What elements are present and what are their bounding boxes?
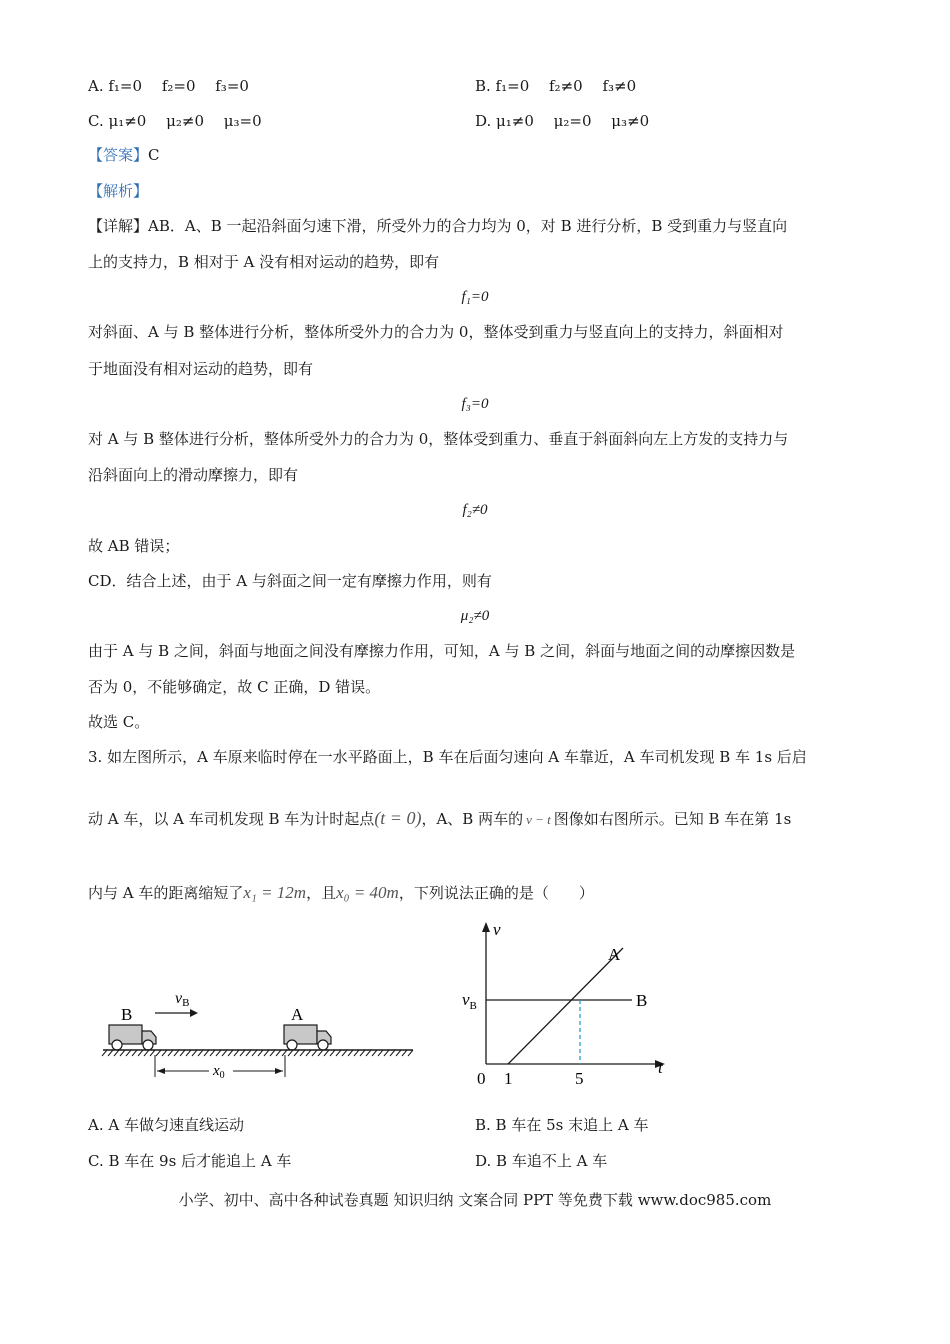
car-a-icon [284, 1025, 331, 1050]
q3-option-c: C. B 车在 9s 后才能追上 A 车 [88, 1152, 292, 1170]
detail-line-4: 于地面没有相对运动的趋势，即有 [88, 360, 314, 378]
line-a-label: A [608, 945, 621, 964]
q3-option-d: D. B 车追不上 A 车 [475, 1152, 608, 1170]
q3-line-3a: 内与 A 车的距离缩短了 [88, 884, 244, 902]
hatch-mark [396, 1050, 401, 1056]
car-b-icon [109, 1025, 156, 1050]
hatch-mark [384, 1050, 389, 1056]
equation-f3: f₃=0 [461, 396, 489, 412]
hatch-mark [294, 1050, 299, 1056]
detail-line-10: 否为 0，不能够确定，故 C 正确，D 错误。 [88, 678, 381, 696]
hatch-mark [246, 1050, 251, 1056]
hatch-mark [102, 1050, 107, 1056]
q3-line-2a: 动 A 车，以 A 车司机发现 B 车为计时起点 [88, 810, 375, 828]
q3-math-x1: x₁ = 12m [243, 883, 307, 902]
hatch-mark [252, 1050, 257, 1056]
analysis-tag-text: 【解析】 [88, 182, 149, 200]
answer-line [88, 145, 160, 165]
hatch-mark [144, 1050, 149, 1056]
hatch-mark [276, 1050, 281, 1056]
detail-tag: 【详解】 [88, 217, 149, 235]
detail-line-9: 由于 A 与 B 之间，斜面与地面之间没有摩擦力作用，可知，A 与 B 之间，斜面与地面之间的动摩擦因数是 [88, 642, 796, 660]
hatch-mark [222, 1050, 227, 1056]
hatch-mark [306, 1050, 311, 1056]
q3-option-a: A. A 车做匀速直线运动 [88, 1116, 244, 1134]
hatch-mark [354, 1050, 359, 1056]
car-b-label: B [121, 1005, 133, 1024]
q2-option-a: A. f₁=0 f₂=0 f₃=0 [88, 77, 249, 95]
hatch-mark [228, 1050, 233, 1056]
hatch-mark [348, 1050, 353, 1056]
analysis-tag [88, 181, 148, 201]
hatch-mark [264, 1050, 269, 1056]
q3-option-b: B. B 车在 5s 末追上 A 车 [475, 1116, 649, 1134]
hatch-mark [402, 1050, 407, 1056]
detail-line-1-text: AB．A、B 一起沿斜面匀速下滑，所受外力的合力均为 0，对 B 进行分析，B 受到重力与竖直向 [148, 217, 788, 235]
detail-line-2: 上的支持力，B 相对于 A 没有相对运动的趋势，即有 [88, 253, 440, 271]
hatch-mark [198, 1050, 203, 1056]
hatch-mark [174, 1050, 179, 1056]
detail-line-7: 故 AB 错误； [88, 537, 180, 555]
hatch-mark [216, 1050, 221, 1056]
detail-line-6: 沿斜面向上的滑动摩擦力，即有 [88, 466, 299, 484]
hatch-mark [330, 1050, 335, 1056]
hatch-mark [300, 1050, 305, 1056]
hatch-mark [258, 1050, 263, 1056]
q2-option-d: D. μ₁≠0 μ₂=0 μ₃≠0 [475, 112, 650, 130]
q3-line-3c: ，下列说法正确的是（ ） [398, 884, 594, 902]
equation-f2: f₂≠0 [462, 502, 488, 518]
vt-graph [455, 918, 675, 1090]
hatch-mark [342, 1050, 347, 1056]
q2-option-c: C. μ₁≠0 μ₂≠0 μ₃=0 [88, 112, 262, 130]
line-a [508, 948, 623, 1064]
hatch-mark [408, 1050, 413, 1056]
hatch-mark [114, 1050, 119, 1056]
q3-math-t0: (t = 0) [374, 808, 422, 828]
line-b-label: B [636, 991, 648, 1010]
hatch-mark [186, 1050, 191, 1056]
detail-line-8: CD．结合上述，由于 A 与斜面之间一定有摩擦力作用，则有 [88, 572, 492, 590]
answer-tag: 【答案】 [88, 146, 149, 164]
v-axis-arrowhead-icon [482, 922, 490, 932]
velocity-arrowhead-icon [190, 1009, 198, 1017]
hatch-mark [132, 1050, 137, 1056]
hatch-mark [312, 1050, 317, 1056]
q3-line-2b: ，A、B 两车的 [421, 810, 524, 828]
detail-line-1 [88, 216, 787, 236]
page-footer: 小学、初中、高中各种试卷真题 知识归纳 文案合同 PPT 等免费下载 www.doc985.com [178, 1191, 772, 1209]
v-axis-label: v [493, 920, 501, 939]
answer-value: C [148, 146, 160, 164]
q3-line-2c: 图像如右图所示。已知 B 车在第 1s [553, 810, 792, 828]
hatch-mark [192, 1050, 197, 1056]
tick-label-1: 1 [504, 1069, 513, 1088]
q3-line-3 [88, 883, 594, 903]
hatch-mark [390, 1050, 395, 1056]
q3-line-1: 3. 如左图所示，A 车原来临时停在一水平路面上，B 车在后面匀速向 A 车靠近，A 车司机发现 B 车 1s 后启 [88, 748, 807, 766]
x0-label: $x_0$ [213, 1063, 225, 1081]
detail-line-11: 故选 C。 [88, 713, 150, 731]
q3-line-2 [88, 808, 791, 830]
hatch-mark [318, 1050, 323, 1056]
hatch-mark [180, 1050, 185, 1056]
hatch-mark [138, 1050, 143, 1056]
hatch-mark [270, 1050, 275, 1056]
equation-f1: f₁=0 [461, 289, 489, 305]
hatch-mark [378, 1050, 383, 1056]
equation-mu2: μ₂≠0 [460, 608, 490, 624]
tick-label-5: 5 [575, 1069, 584, 1088]
x0-arrowhead-left-icon [157, 1068, 165, 1074]
hatch-mark [120, 1050, 125, 1056]
hatch-mark [372, 1050, 377, 1056]
hatch-mark [288, 1050, 293, 1056]
vb-label: vB [175, 990, 190, 1009]
q2-option-b: B. f₁=0 f₂≠0 f₃≠0 [475, 77, 637, 95]
hatch-mark [240, 1050, 245, 1056]
q3-math-vt: v − t [526, 812, 551, 827]
q3-math-x0: x₀ = 40m [336, 883, 399, 902]
hatch-mark [366, 1050, 371, 1056]
hatch-mark [168, 1050, 173, 1056]
hatch-mark [156, 1050, 161, 1056]
hatch-mark [126, 1050, 131, 1056]
hatch-mark [210, 1050, 215, 1056]
detail-line-3: 对斜面、A 与 B 整体进行分析，整体所受外力的合力为 0，整体受到重力与竖直向上的支持力，斜面相对 [88, 323, 784, 341]
detail-line-5: 对 A 与 B 整体进行分析，整体所受外力的合力为 0，整体受到重力、垂直于斜面斜向左上方发的支持力与 [88, 430, 789, 448]
ground-hatch [102, 1050, 413, 1056]
hatch-mark [204, 1050, 209, 1056]
x0-arrowhead-right-icon [275, 1068, 283, 1074]
hatch-mark [336, 1050, 341, 1056]
hatch-mark [234, 1050, 239, 1056]
t-axis-label: t [658, 1058, 663, 1077]
hatch-mark [324, 1050, 329, 1056]
hatch-mark [360, 1050, 365, 1056]
hatch-mark [150, 1050, 155, 1056]
hatch-mark [162, 1050, 167, 1056]
hatch-mark [108, 1050, 113, 1056]
origin-label: 0 [477, 1069, 486, 1088]
cars-figure [95, 975, 425, 1085]
vb-axis-label: $v_B$ [462, 990, 477, 1012]
q3-line-3b: ，且 [306, 884, 337, 902]
car-a-label: A [291, 1005, 304, 1024]
